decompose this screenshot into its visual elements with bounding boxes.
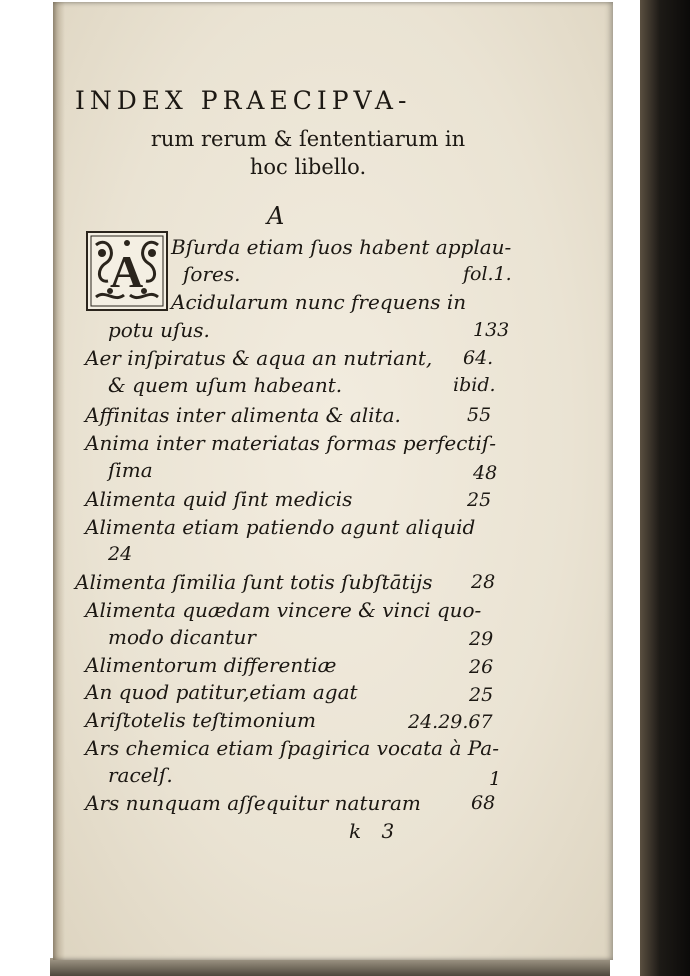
entry-text: Bſurda etiam ſuos habent applau- (171, 235, 512, 259)
entry-page: 26 (469, 656, 494, 678)
entry-text: Alimenta quædam vincere & vinci quo- (85, 598, 482, 622)
entry-text: potu uſus. (108, 318, 210, 342)
entry-text: ſores. (183, 262, 241, 286)
initial-letter: A (110, 246, 144, 297)
entry-text: Aer inſpiratus & aqua an nutriant, (85, 346, 433, 370)
entry-page: 133 (473, 319, 510, 341)
entry-page: 24.29.67 (408, 711, 493, 733)
entry-text: Anima inter materiatas formas perfectiſ- (85, 431, 497, 455)
entry-text: & quem uſum habeant. (108, 373, 343, 397)
entry-page: fol.1. (463, 263, 512, 285)
entry-page: 64. (463, 347, 494, 369)
entry-page: 25 (467, 489, 492, 511)
book-edge (640, 0, 690, 976)
index-subtitle: rum rerum & ſententiarum in (150, 127, 466, 151)
section-letter: A (267, 202, 285, 230)
entry-text: modo dicantur (108, 625, 256, 649)
decorated-initial (86, 231, 168, 311)
index-subtitle-2: hoc libello. (249, 155, 367, 179)
index-page (53, 2, 613, 960)
entry-page: 55 (467, 404, 492, 426)
entry-text: Ariſtotelis teſtimonium (85, 708, 317, 732)
entry-page: 28 (471, 571, 496, 593)
entry-page: 29 (469, 628, 494, 650)
index-title: INDEX PRAECIPVA- (75, 86, 412, 115)
entry-text: Ars nunquam aſſequitur naturam (85, 791, 421, 815)
entry-page: ibid. (453, 374, 496, 396)
entry-text: ſima (108, 458, 153, 482)
entry-page: 68 (471, 792, 496, 814)
entry-text: Acidularum nunc frequens in (171, 290, 467, 314)
entry-text: An quod patitur,etiam agat (85, 680, 358, 704)
entry-text: Alimenta quid ſint medicis (85, 487, 353, 511)
entry-page: 24 (108, 543, 133, 565)
entry-page: 25 (469, 684, 494, 706)
entry-text: Affinitas inter alimenta & alita. (85, 403, 401, 427)
entry-text: Ars chemica etiam ſpagirica vocata à Pa- (85, 736, 499, 760)
page-bottom-edge (50, 958, 610, 976)
entry-text: Alimentorum differentiæ (85, 653, 337, 677)
entry-text: Alimenta etiam patiendo agunt aliquid (85, 515, 476, 539)
signature-mark: k 3 (349, 819, 395, 843)
entry-text: Alimenta ſimilia ſunt totis ſubſtātijs (75, 570, 433, 594)
entry-page: 1 (489, 768, 502, 790)
entry-page: 48 (473, 462, 498, 484)
entry-text: racelſ. (108, 763, 173, 787)
